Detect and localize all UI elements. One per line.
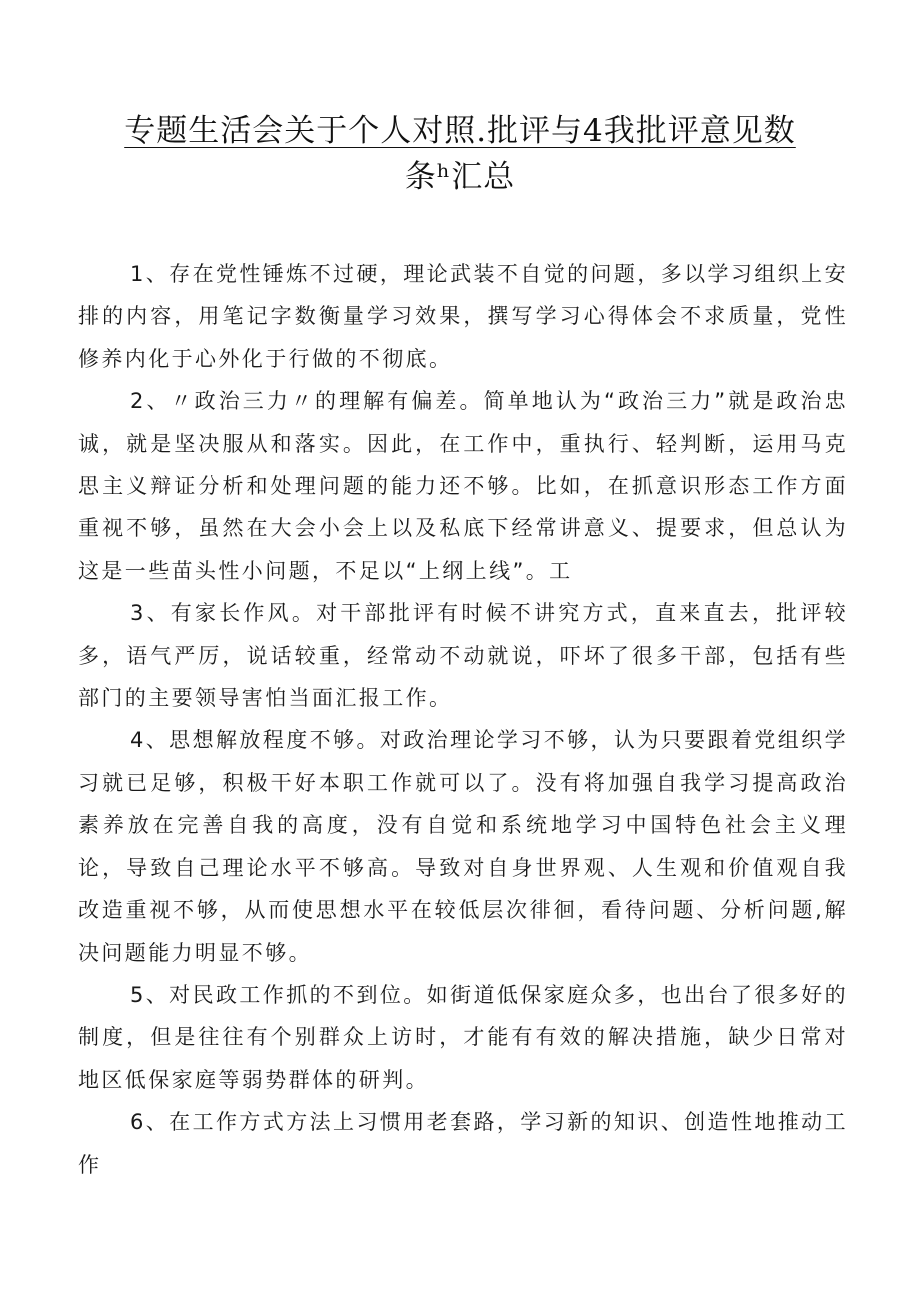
document-title xyxy=(80,108,840,200)
title-line-2: 条ʰ汇总 xyxy=(404,159,516,195)
paragraph-3: 3、有家长作风。对干部批评有时候不讲究方式，直来直去，批评较多，语气严厉，说话较重，经常动不动就说，吓坏了很多干部，包括有些部门的主要领导害怕当面汇报工作。 xyxy=(78,601,848,711)
title-line-1: 专题生活会关于个人对照.批评与4我批评意见数 xyxy=(124,113,796,149)
paragraph-5: 5、对民政工作抓的不到位。如街道低保家庭众多，也出台了很多好的制度，但是往往有个别群众上访时，才能有有效的解决措施，缺少日常对地区低保家庭等弱势群体的研判。 xyxy=(78,982,848,1092)
document-body xyxy=(78,253,848,1186)
paragraph-4: 4、思想解放程度不够。对政治理论学习不够，认为只要跟着党组织学习就已足够，积极干好本职工作就可以了。没有将加强自我学习提高政治素养放在完善自我的高度，没有自觉和系统地学习中国特色社会主义理论，导致自己理论水平不够高。导致对自身世界观、人生观和价值观自我改造重视不够，从而使思想水平在较低层次徘徊，看待问题、分析问题,解决问题能力明显不够。 xyxy=(78,728,848,965)
paragraph-1: 1、存在党性锤炼不过硬，理论武装不自觉的问题，多以学习组织上安排的内容，用笔记字数衡量学习效果，撰写学习心得体会不求质量，党性修养内化于心外化于行做的不彻底。 xyxy=(78,262,848,371)
paragraph-2: 2、〃政治三力〃的理解有偏差。简单地认为“政治三力”就是政治忠诚，就是坚决服从和落实。因此，在工作中，重执行、轻判断，运用马克思主义辩证分析和处理问题的能力还不够。比如，在抓意识形态工作方面重视不够，虽然在大会小会上以及私底下经常讲意义、提要求，但总认为这是一些苗头性小问题，不足以“上纲上线”。工 xyxy=(78,389,848,583)
paragraph-6: 6、在工作方式方法上习惯用老套路，学习新的知识、创造性地推动工作 xyxy=(78,1110,848,1177)
